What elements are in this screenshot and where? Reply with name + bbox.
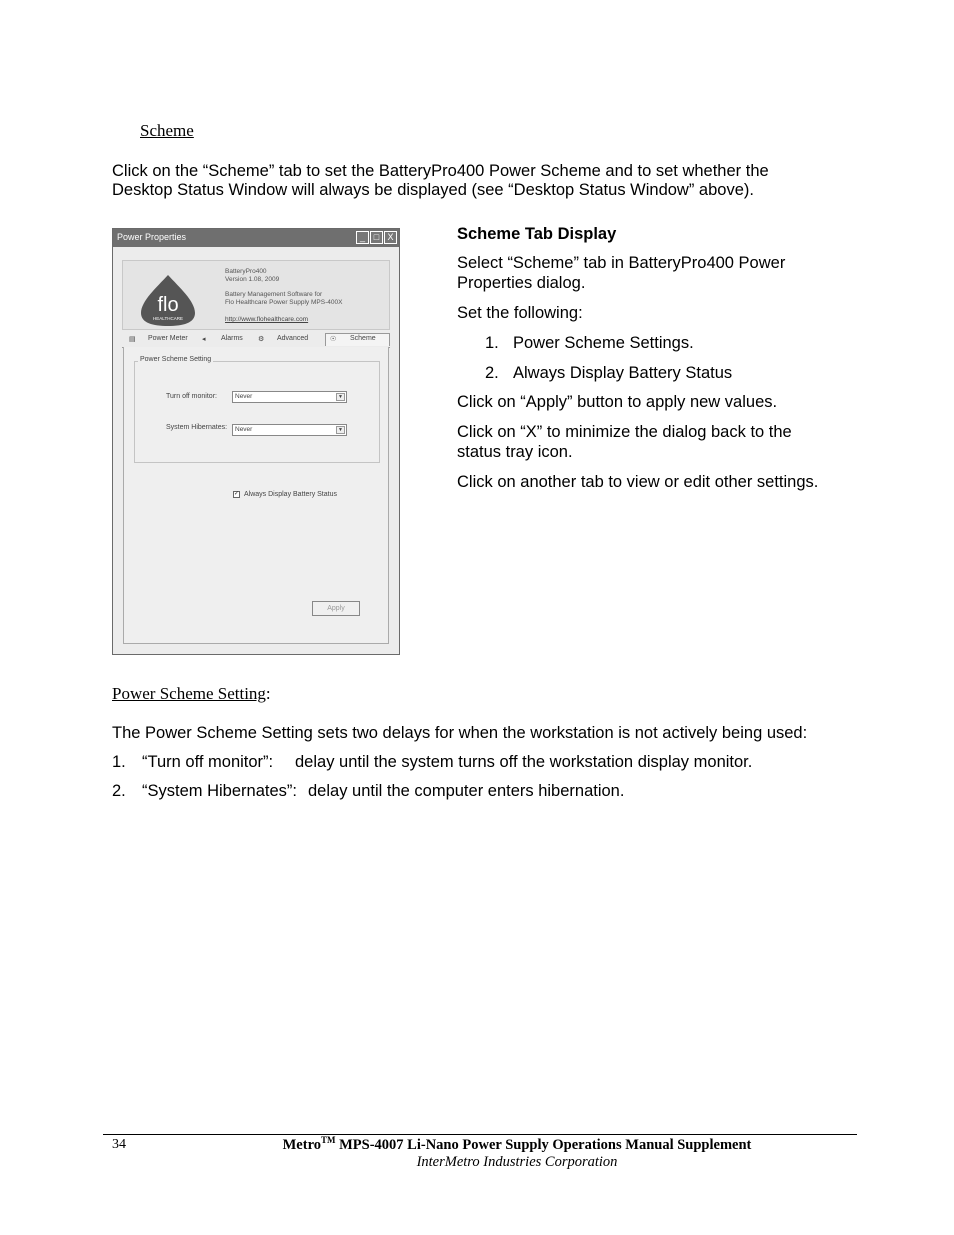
turn-off-monitor-select[interactable] — [232, 391, 347, 403]
flo-logo-icon — [139, 273, 197, 327]
side-p4-line-2: status tray icon. — [457, 443, 573, 461]
side-p1-line-1: Select “Scheme” tab in BatteryPro400 Power — [457, 254, 786, 272]
subsection-title: Power Scheme Setting — [112, 684, 266, 703]
sub-item-label-1: “Turn off monitor”: — [142, 753, 274, 771]
apply-button[interactable]: Apply — [312, 601, 360, 616]
trademark: TM — [321, 1135, 336, 1145]
dialog-title: Power Properties — [117, 232, 187, 242]
tab-alarms[interactable]: Alarms — [221, 335, 243, 342]
footer-title-prefix: Metro — [282, 1136, 321, 1153]
sub-item-label-2: “System Hibernates”: — [142, 782, 297, 800]
close-button[interactable]: X — [384, 231, 397, 244]
always-display-label: Always Display Battery Status — [244, 491, 337, 498]
side-p5: Click on another tab to view or edit other settings. — [457, 473, 819, 491]
tab-advanced[interactable]: Advanced — [277, 335, 309, 342]
subsection-intro: The Power Scheme Setting sets two delays for when the workstation is not actively being used: — [112, 724, 808, 742]
about-header — [122, 260, 390, 330]
product-name: BatteryPro400 — [225, 268, 267, 275]
website-link[interactable]: http://www.flohealthcare.com — [225, 316, 309, 323]
side-list-item-1: Power Scheme Settings. — [513, 334, 694, 352]
description-line-1: Battery Management Software for — [225, 291, 323, 298]
side-p2: Set the following: — [457, 304, 583, 322]
advanced-icon: ⚙ — [258, 336, 265, 343]
logo-text: flo — [157, 294, 179, 316]
tab-strip — [122, 333, 390, 348]
side-p4-line-1: Click on “X” to minimize the dialog back to the — [457, 423, 792, 441]
system-hibernates-value: Never — [235, 426, 253, 433]
scheme-icon: ☉ — [330, 336, 337, 343]
chevron-down-icon[interactable]: ▼ — [336, 393, 345, 401]
turn-off-monitor-label: Turn off monitor: — [166, 393, 217, 400]
subsection-colon: : — [265, 684, 271, 703]
maximize-button[interactable]: □ — [370, 231, 383, 244]
tab-power-meter[interactable]: Power Meter — [148, 335, 188, 342]
side-p3: Click on “Apply” button to apply new values. — [457, 393, 778, 411]
power-meter-icon: ▤ — [129, 336, 136, 343]
sub-item-num-1: 1. — [112, 753, 126, 771]
side-list-num-1: 1. — [485, 334, 499, 352]
sub-item-desc-1: delay until the system turns off the workstation display monitor. — [295, 753, 753, 771]
side-list-item-2: Always Display Battery Status — [513, 364, 733, 382]
system-hibernates-select[interactable] — [232, 424, 347, 436]
description-line-2: Flo Healthcare Power Supply MPS-400X — [225, 299, 343, 306]
sub-item-desc-2: delay until the computer enters hibernation. — [308, 782, 625, 800]
footer-company: InterMetro Industries Corporation — [416, 1154, 618, 1170]
power-scheme-group — [134, 361, 380, 463]
system-hibernates-label: System Hibernates: — [166, 424, 228, 431]
side-list-num-2: 2. — [485, 364, 499, 382]
side-heading: Scheme Tab Display — [457, 225, 617, 243]
minimize-button[interactable]: _ — [356, 231, 369, 244]
subsection-heading — [112, 684, 271, 704]
footer-title — [0, 1135, 954, 1154]
tab-scheme-selected[interactable] — [325, 333, 390, 346]
intro-line-2: Desktop Status Window will always be displayed (see “Desktop Status Window” above). — [112, 181, 754, 199]
alarms-icon: ◂ — [202, 336, 206, 343]
tab-scheme[interactable]: Scheme — [350, 335, 376, 342]
always-display-checkbox[interactable]: ✓ — [234, 491, 240, 497]
section-title: Scheme — [140, 121, 194, 140]
intro-line-1: Click on the “Scheme” tab to set the BatteryPro400 Power Scheme and to set whether the — [112, 162, 769, 180]
product-version: Version 1.08, 2009 — [225, 276, 280, 283]
sub-item-num-2: 2. — [112, 782, 126, 800]
power-properties-dialog — [112, 228, 400, 655]
chevron-down-icon[interactable]: ▼ — [336, 426, 345, 434]
logo-subtext: HEALTHCARE — [153, 316, 183, 321]
turn-off-monitor-value: Never — [235, 393, 253, 400]
page-number: 34 — [112, 1137, 126, 1152]
footer-title-rest: MPS-4007 Li-Nano Power Supply Operations Manual Supplement — [335, 1136, 752, 1153]
power-scheme-group-title: Power Scheme Setting — [140, 356, 212, 363]
dialog-titlebar — [113, 229, 399, 247]
side-p1-line-2: Properties dialog. — [457, 274, 586, 292]
